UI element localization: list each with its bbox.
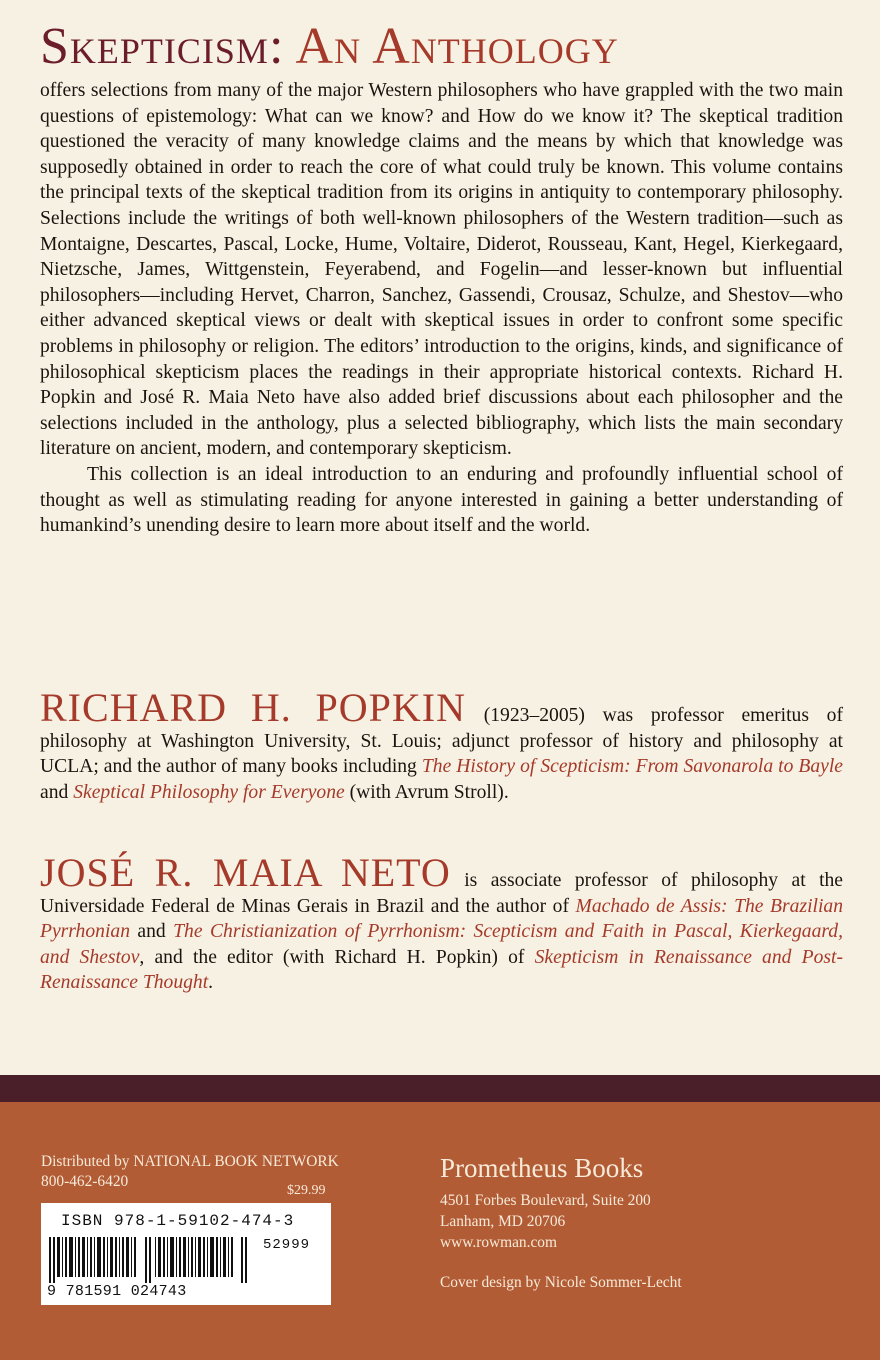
publisher-name: Prometheus Books	[440, 1153, 644, 1183]
bio-text: .	[208, 972, 214, 994]
ean-barcode-icon	[49, 1237, 259, 1283]
bio-text: is associate professor of philosophy at the Universidade Federal de Minas Gerais in Brazil and the author of	[40, 870, 844, 917]
isbn-digits: 9 781591 024743	[47, 1283, 187, 1300]
address-line-1: 4501 Forbes Boulevard, Suite 200	[440, 1192, 651, 1209]
description-paragraph-1: offers selections from many of the major Western philosophers who have grappled with the two main questions of epistemology: What can we know? and How do we know it? The skeptical tradition questioned the veracity of many knowledge claims and the means by which that knowledge was supposedly obtained in order to reach the core of what could truly be known. This volume contains the principal texts of the skeptical tradition from its origins in antiquity to contemporary philosophy. Selections include the writings of both well-known philosophers of the Western tradition—such as Montaigne, Descartes, Pascal, Locke, Hume, Voltaire, Diderot, Rousseau, Kant, Hegel, Kierkegaard, Nietzsche, James, Wittgenstein, Feyerabend, and Fogelin—and lesser-known but influential philosophers—including Hervet, Charron, Sanchez, Gassendi, Crousaz, Schulze, and Shestov—who either advanced skeptical views or dealt with skeptical issues in order to confront some specific problems in philosophy or religion. The editors’ introduction to the origins, kinds, and significance of philosophical skepticism places the readings in their appropriate historical contexts. Richard H. Popkin and José R. Maia Neto have also added brief discussions about each philosopher and the selections included in the anthology, plus a selected bibliography, which lists the main secondary literature on ancient, modern, and contemporary skepticism.	[40, 80, 843, 460]
bio-text: , and the editor (with Richard H. Popkin) of	[139, 946, 535, 968]
cover-design-credit: Cover design by Nicole Sommer-Lecht	[440, 1274, 682, 1291]
distributor-phone: 800-462-6420	[41, 1173, 129, 1190]
barcode-panel	[41, 1203, 331, 1305]
publisher-address	[440, 1190, 651, 1253]
book-description	[40, 78, 843, 539]
author-name-popkin: RICHARD H. POPKIN	[40, 685, 467, 730]
isbn-label: ISBN 978-1-59102-474-3	[61, 1212, 295, 1230]
author-bio-maia-neto	[40, 850, 844, 996]
description-paragraph-2: This collection is an ideal introduction to an enduring and profoundly influential school of thought as well as stimulating reading for anyone interested in gaining a better understanding of humankind’s unending desire to learn more about itself and the world.	[40, 463, 843, 537]
book-title-link: Skeptical Philosophy for Everyone	[73, 781, 345, 803]
author-bio-popkin	[40, 685, 843, 805]
book-title-link: The Christianization of Pyrrhonism: Scepticism and Faith in Pascal, Kierkegaard, and Shestov	[40, 921, 843, 968]
book-title	[40, 18, 840, 76]
title-part-2: An Anthology	[295, 18, 619, 75]
bio-text: and	[130, 921, 174, 943]
title-part-1: Skepticism:	[40, 18, 285, 75]
book-title-link: Skepticism in Renaissance and Post-Renaissance Thought	[40, 946, 843, 994]
book-title-link: The History of Scepticism: From Savonarola to Bayle	[421, 756, 843, 778]
publisher-website: www.rowman.com	[440, 1234, 557, 1251]
author-name-maia-neto: JOSÉ R. MAIA NETO	[40, 850, 451, 895]
distributor-name: Distributed by NATIONAL BOOK NETWORK	[41, 1153, 339, 1170]
book-title-link: Machado de Assis: The Brazilian Pyrrhonian	[40, 895, 843, 943]
address-line-2: Lanham, MD 20706	[440, 1213, 566, 1230]
bio-text: (with Avrum Stroll).	[344, 781, 509, 803]
footer-divider-band	[0, 1075, 880, 1102]
publisher-info	[440, 1152, 651, 1253]
bio-text: (1923–2005) was professor emeritus of philosophy at Washington University, St. Louis; adjunct professor of history and philosophy at UCLA; and the author of many books including	[40, 705, 843, 778]
bio-text: and	[40, 781, 74, 803]
price-label: $29.99	[287, 1183, 326, 1198]
price-code: 52999	[263, 1237, 311, 1253]
